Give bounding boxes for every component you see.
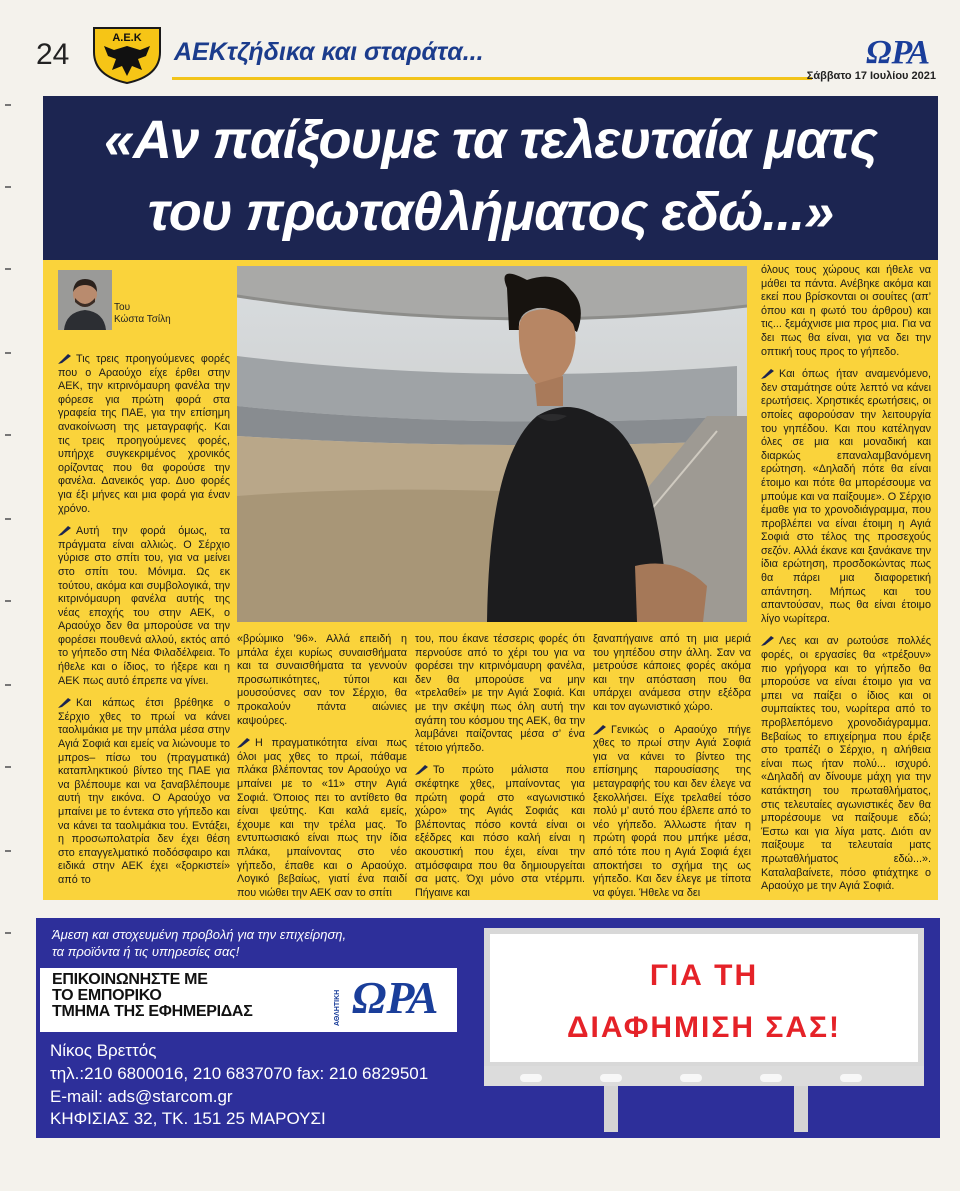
article-column-2	[237, 633, 407, 908]
author-photo	[58, 270, 112, 330]
paragraph: Λες και αν ρωτούσε πολλές φορές, οι εργασίες θα «τρέξουν» πιο γρήγορα και το γήπεδο θα μπορούσε να είναι έτοιμο για να μπει να παίξει ο ίδιος και οι συμπαίκτες του, νωρίτερα από το προβλεπόμενο χρονοδιάγραμμα. Βεβαίως το επιχείρημα που έριξε στο τραπέζι ο Σέρχιο, η αλήθεια είναι πως ήταν πολύ... ισχυρό. «Δηλαδή αν δίνουμε μάχη για την κατάκτηση του πρωταθλήματος, στις τελευταίες αγωνιστικές δεν θα μπορέσουμε να παίξουμε εδώ; Έστω και για λίγα ματς. Διότι αν παίξουμε τα τελευταία ματς πρωταθλήματος εδώ...». Καταλαβαίνετε, πόσο φτιάχτηκε ο Αραούχο με την Αγιά Σοφιά.	[761, 635, 931, 893]
paragraph: Τις τρεις προηγούμενες φορές που ο Αραούχο είχε έρθει στην ΑΕΚ, την κιτρινόμαυρη φανέλα την φόρεσε για πρώτη φορά στα γραφεία της ΠΑΕ, για την επίσημη ανακοίνωση της μεταγραφής. Και τις τρεις προηγούμενες φορές, υπήρχε συγκεκριμένος χρονικός ορίζοντας που θα φορούσε την φανέλα. Δανεικός γαρ. Δυο φορές για έξι μήνες και μια φορά για έναν χρόνο.	[58, 353, 230, 515]
headline-line-1: «Αν παίξουμε τα τελευταία ματς	[103, 110, 878, 170]
crest-text: Α.Ε.Κ	[112, 32, 142, 44]
advert-tagline-line-2: τα προϊόντα ή τις υπηρεσίες σας!	[52, 944, 240, 959]
article-column-5	[761, 264, 931, 902]
scan-mark	[5, 932, 11, 934]
scan-mark	[5, 684, 11, 686]
page-number: 24	[36, 38, 70, 71]
advert-logo-side-text: ΑΘΛΗΤΙΚΗ	[334, 989, 341, 1026]
author-byline	[58, 270, 182, 332]
billboard-lamp	[760, 1074, 782, 1082]
quill-icon	[415, 763, 429, 775]
headline	[43, 104, 938, 248]
headline-line-2: του πρωταθλήματος εδώ...»	[147, 182, 834, 242]
billboard-lamp	[600, 1074, 622, 1082]
paragraph: ξαναπήγαινε από τη μια μεριά του γηπέδου στην άλλη. Σαν να μετρούσε κάποιες φορές ακόμα και την απόσταση που θα υπάρχει ανάμεσα στην εξέδρα και τον αγωνιστικό χώρο.	[593, 633, 751, 713]
paragraph: του, που έκανε τέσσερις φορές ότι περνούσε από το χέρι του για να φορέσει την κιτρινόμαυρη φανέλα, δεν θα μπορούσε να μην «τρελαθεί» με την Αγιά Σοφιά. Και με την σκέψη πως όλη αυτή την αγάπη του κόσμου της ΑΕΚ, θα την λαμβάνει παίζοντας μέσα σ’ ένα τέτοιο γήπεδο.	[415, 633, 585, 754]
quill-icon	[237, 736, 251, 748]
billboard-lamp	[840, 1074, 862, 1082]
aek-crest-icon	[92, 26, 162, 84]
billboard-line-1: ΓΙΑ ΤΗ	[649, 959, 759, 992]
advert-tagline-line-1: Άμεση και στοχευμένη προβολή για την επιχείρηση,	[52, 927, 347, 942]
article-column-4	[593, 633, 751, 908]
scan-mark	[5, 186, 11, 188]
scan-mark	[5, 600, 11, 602]
author-prefix: Του	[114, 302, 131, 313]
scan-mark	[5, 434, 11, 436]
billboard-leg	[604, 1086, 618, 1132]
issue-date: Σάββατο 17 Ιουλίου 2021	[806, 70, 936, 82]
scan-mark	[5, 518, 11, 520]
article-column-1	[58, 352, 230, 896]
scan-mark	[5, 268, 11, 270]
quill-icon	[58, 696, 72, 708]
article-column-3	[415, 633, 585, 908]
article-photo	[237, 266, 747, 622]
billboard-leg	[794, 1086, 808, 1132]
billboard-line-2: ΔΙΑΦΗΜΙΣΗ ΣΑΣ!	[566, 1011, 842, 1044]
newspaper-logo: ΩΡΑ	[866, 34, 930, 71]
header-rule	[172, 77, 812, 80]
quill-icon	[58, 352, 72, 364]
paragraph: Αυτή την φορά όμως, τα πράγματα είναι αλλιώς. Ο Σέρχιο γύρισε στο σπίτι του, για να μείνει στο σπίτι του. Μόνιμα. Ως εκ τούτου, ακόμα και συμβολογικά, την κιτρινόμαυρη φανέλα αυτής της νέας εποχής του στην ΑΕΚ, ο Αραούχο δεν θα μπορούσε να την φορέσει πουθενά αλλού, εκτός από το γήπεδο στη Νέα Φιλαδέλφεια. Το ήθελε και ο ίδιος, το ήξερε και η ΑΕΚ πως αυτό έπρεπε να γίνει.	[58, 525, 230, 687]
quill-icon	[761, 367, 775, 379]
billboard-text	[484, 950, 924, 1054]
scan-mark	[5, 850, 11, 852]
quill-icon	[593, 723, 607, 735]
billboard-lamp	[680, 1074, 702, 1082]
advert-phones: τηλ.:210 6800016, 210 6837070 fax: 210 6829501	[50, 1064, 429, 1083]
author-name-block	[114, 302, 186, 326]
paragraph: Γενικώς ο Αραούχο πήγε χθες το πρωί στην Αγιά Σοφιά για να κάνει το βίντεο της επίσημης παρουσίασης της μεταγραφής του και δεν έλεγε να ξεκολλήσει. Είχε τρελαθεί τόσο πολύ μ’ αυτό που έβλεπε από το νέο γήπεδο. Άλλωστε ήταν η πρώτη φορά που μπήκε μέσα, από τότε που η Αγιά Σοφιά έχει αποκτήσει το σχήμα της ως γήπεδο. Και δεν έλεγε με τίποτα να φύγει. Ήθελε να δει	[593, 723, 751, 899]
paragraph: Και κάπως έτσι βρέθηκε ο Σέρχιο χθες το πρωί να κάνει ταολιμάκια με την μπάλα μέσα στην Αγιά Σοφιά και εμείς να λιώνουμε το μπροs– πίσω του (πραγματικά) καταπληκτικού βίντεο της ΠΑΕ για να βλέπουμε και να ξαναβλέπουμε αυτή την εικόνα. Ο Αραούχο να μπαίνει με το έντεκα στο γήπεδο και να κάνει τα ταολιμάκια του. Εντάξει, η προσωπολατρία δεν έχει θέση στο επαγγελματικό ποδόσφαιρο και ειδικά στην ΑΕΚ έχει «ξορκιστεί» από το	[58, 697, 230, 886]
advert-email[interactable]: E-mail: ads@starcom.gr	[50, 1087, 233, 1106]
advert-contact-name: Νίκος Βρεττός	[50, 1041, 157, 1060]
advert-contact-title: ΕΠΙΚΟΙΝΩΝΗΣΤΕ ΜΕ ΤΟ ΕΜΠΟΡΙΚΟ ΤΜΗΜΑ ΤΗΣ ΕΦΗΜΕΡΙΔΑΣ	[52, 971, 253, 1020]
paragraph: Το πρώτο μάλιστα που σκέφτηκε χθες, μπαίνοντας για πρώτη φορά στο «αγωνιστικό χώρο» της Αγιάς Σοφιάς και βλέποντας πόσο κοντά είναι οι εξέδρες και πόσο καλή είναι η ακουστική που έχει, είναι την ατμόσφαιρα που θα δημιουργείται σα ματς. Όχι μόνο στα ντέρμπι. Πήγαινε και	[415, 764, 585, 899]
advert-tagline	[52, 926, 452, 960]
billboard-lamp	[520, 1074, 542, 1082]
scan-mark	[5, 766, 11, 768]
section-title: ΑΕΚτζήδικα και σταράτα...	[174, 38, 484, 66]
advert-logo: ΩΡΑ	[352, 972, 439, 1023]
scan-mark	[5, 352, 11, 354]
advert-address: ΚΗΦΙΣΙΑΣ 32, ΤΚ. 151 25 ΜΑΡΟΥΣΙ	[50, 1109, 326, 1128]
quill-icon	[58, 524, 72, 536]
paragraph: όλους τους χώρους και ήθελε να μάθει τα πάντα. Ανέβηκε ακόμα και εκεί που βρίσκονται οι σουίτες (απ’ όπου και η φωτό του άρθρου) και τις... ξεμάχνισε μια προς μια. Για να δει πως θα είναι, για να δει την οπτική τους προς το γήπεδο.	[761, 264, 931, 358]
paragraph: «βρώμικο ’96». Αλλά επειδή η μπάλα έχει κυρίως συναισθήματα και τα συναισθήματα τα γεννούν προσωπικότητες, τύποι και μουσούσνες σαν τον Σέρχιο, θα προκαλούν πάντα αιώνιες καψούρες.	[237, 633, 407, 727]
quill-icon	[761, 634, 775, 646]
author-name: Κώστα Τσίλη	[114, 314, 171, 325]
scan-mark	[5, 104, 11, 106]
paragraph: Η πραγματικότητα είναι πως όλοι μας χθες το πρωί, πάθαμε πλάκα βλέποντας τον Αραούχο να μπαίνει με το «11» στην Αγιά Σοφιά. Όποιος πει το αντίθετο θα είναι ψεύτης. Και καλά εμείς, έχουμε και την τρέλα μας. Το εντυπωσιακό είναι πως την ίδια πλάκα, μπαίνοντας στο νέο γήπεδο, έπαθε και ο Αραούχο. Λογικό βεβαίως, γιατί ένα παιδί που νιώθει την ΑΕΚ σαν το σπίτι	[237, 737, 407, 899]
paragraph: Και όπως ήταν αναμενόμενο, δεν σταμάτησε ούτε λεπτό να κάνει ερωτήσεις. Χρηστικές ερωτήσεις, οι οποίες αφορούσαν την λειτουργία του γηπέδου. Και που κατέληγαν όλες σε μια και μοναδική και διαρκώς επαναλαμβανόμενη ερώτηση. «Δηλαδή πότε θα είναι έτοιμο και πότε θα μπορέσουμε να μπούμε και να παίξουμε». Ο Σέρχιο έμαθε για το χρονοδιάγραμμα, που προβλέπει να είναι έτοιμη η Αγιά Σοφιά στο τέλος της προσεχούς σεζόν. Αλλά έκανε και ξανάκανε την ίδια ερώτηση, προσδοκώντας πως θα πάρει μια διαφορετική απάντηση. Μήπως και του απαντούσαν, πως θα είναι έτοιμο λίγο νωρίτερα.	[761, 368, 931, 625]
